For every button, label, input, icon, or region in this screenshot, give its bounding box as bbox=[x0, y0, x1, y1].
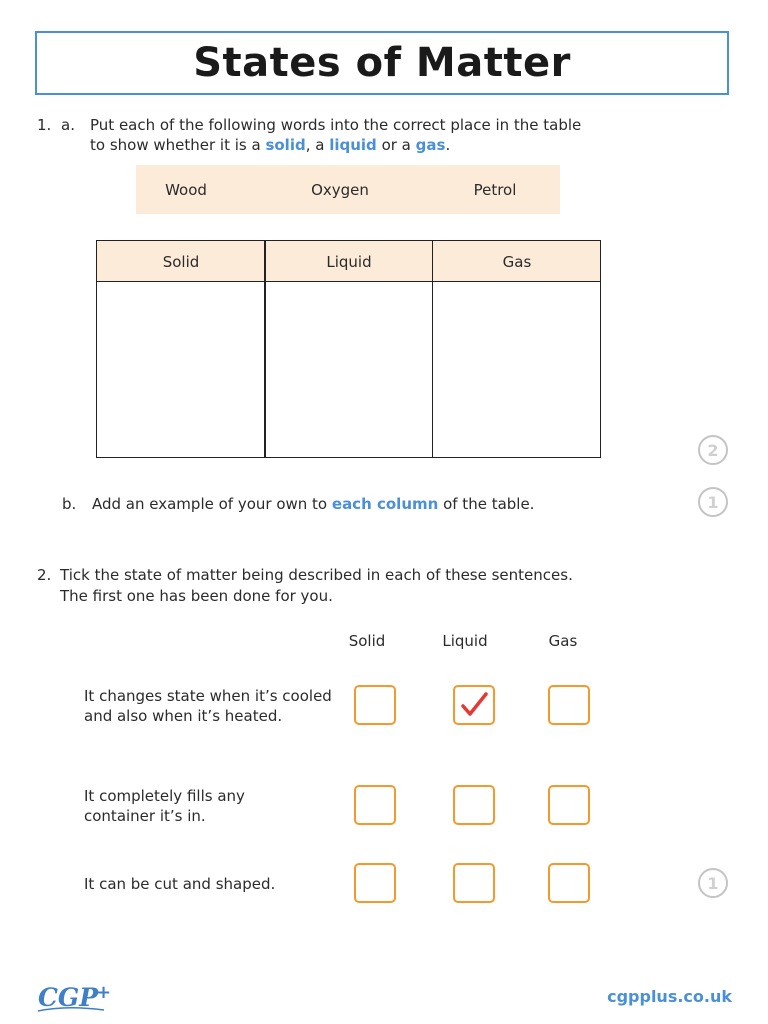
table-header-liquid: Liquid bbox=[326, 253, 372, 271]
statement-line: It changes state when it’s cooled bbox=[84, 687, 332, 705]
q1-part-a-label: a. bbox=[61, 116, 75, 134]
tick-box-gas[interactable] bbox=[548, 785, 590, 825]
table-header-gas: Gas bbox=[502, 253, 532, 271]
answer-cell-gas[interactable] bbox=[433, 282, 600, 457]
column-head-solid: Solid bbox=[348, 632, 386, 650]
statement-line: It completely fills any bbox=[84, 787, 245, 805]
keyword-liquid: liquid bbox=[329, 136, 377, 154]
answer-cell-liquid[interactable] bbox=[266, 282, 432, 457]
sorting-table bbox=[96, 240, 601, 458]
table-header-row bbox=[97, 241, 600, 282]
title-box bbox=[35, 31, 729, 95]
statement-line: and also when it’s heated. bbox=[84, 707, 283, 725]
q1-line2-pre: to show whether it is a bbox=[90, 136, 266, 154]
q1-end: . bbox=[445, 136, 451, 154]
column-head-gas: Gas bbox=[548, 632, 578, 650]
q2-instruction-line2: The first one has been done for you. bbox=[60, 587, 333, 605]
statement-line: container it’s in. bbox=[84, 807, 206, 825]
marks-badge-q1b bbox=[698, 487, 728, 517]
word-bank bbox=[136, 165, 560, 214]
q2-instruction-line1: Tick the state of matter being described in each of these sentences. bbox=[60, 566, 573, 584]
cgp-logo bbox=[36, 980, 116, 1020]
q1-instruction-line1: Put each of the following words into the correct place in the table bbox=[90, 116, 582, 134]
keyword-each-column: each column bbox=[331, 495, 439, 513]
q2-number: 2. bbox=[37, 566, 52, 584]
column-head-liquid: Liquid bbox=[442, 632, 488, 650]
q1b-post: of the table. bbox=[438, 495, 535, 513]
tick-box-liquid[interactable] bbox=[453, 685, 495, 725]
statement-line: It can be cut and shaped. bbox=[84, 875, 276, 893]
page-title: States of Matter bbox=[193, 40, 571, 86]
marks-badge-q2 bbox=[698, 868, 728, 898]
word-bank-item[interactable]: Petrol bbox=[473, 181, 517, 199]
tick-box-solid[interactable] bbox=[354, 863, 396, 903]
q1-number: 1. bbox=[37, 116, 52, 134]
word-bank-item[interactable]: Oxygen bbox=[311, 181, 369, 199]
keyword-solid: solid bbox=[265, 136, 306, 154]
q1-instruction-line2 bbox=[90, 135, 450, 155]
tick-box-gas[interactable] bbox=[548, 685, 590, 725]
q1-part-b-label: b. bbox=[62, 495, 77, 513]
tick-box-liquid[interactable] bbox=[453, 863, 495, 903]
tick-box-gas[interactable] bbox=[548, 863, 590, 903]
q1-sep1: , a bbox=[305, 136, 330, 154]
q1-part-b-text bbox=[92, 494, 534, 514]
q1-sep2: or a bbox=[376, 136, 416, 154]
tick-box-liquid[interactable] bbox=[453, 785, 495, 825]
svg-text:+: + bbox=[96, 982, 112, 1003]
svg-text:CGP: CGP bbox=[38, 983, 99, 1012]
website-link[interactable]: cgpplus.co.uk bbox=[607, 987, 732, 1006]
keyword-gas: gas bbox=[415, 136, 446, 154]
tick-box-solid[interactable] bbox=[354, 685, 396, 725]
marks-badge-q1a bbox=[698, 435, 728, 465]
marks-value: 1 bbox=[707, 873, 719, 893]
q1b-pre: Add an example of your own to bbox=[92, 495, 332, 513]
tick-box-solid[interactable] bbox=[354, 785, 396, 825]
word-bank-item[interactable]: Wood bbox=[165, 181, 207, 199]
marks-value: 2 bbox=[707, 440, 719, 460]
cgp-logo-icon bbox=[36, 980, 116, 1016]
table-header-solid: Solid bbox=[162, 253, 200, 271]
answer-cell-solid[interactable] bbox=[97, 282, 264, 457]
tick-icon bbox=[458, 690, 490, 720]
marks-value: 1 bbox=[707, 492, 719, 512]
